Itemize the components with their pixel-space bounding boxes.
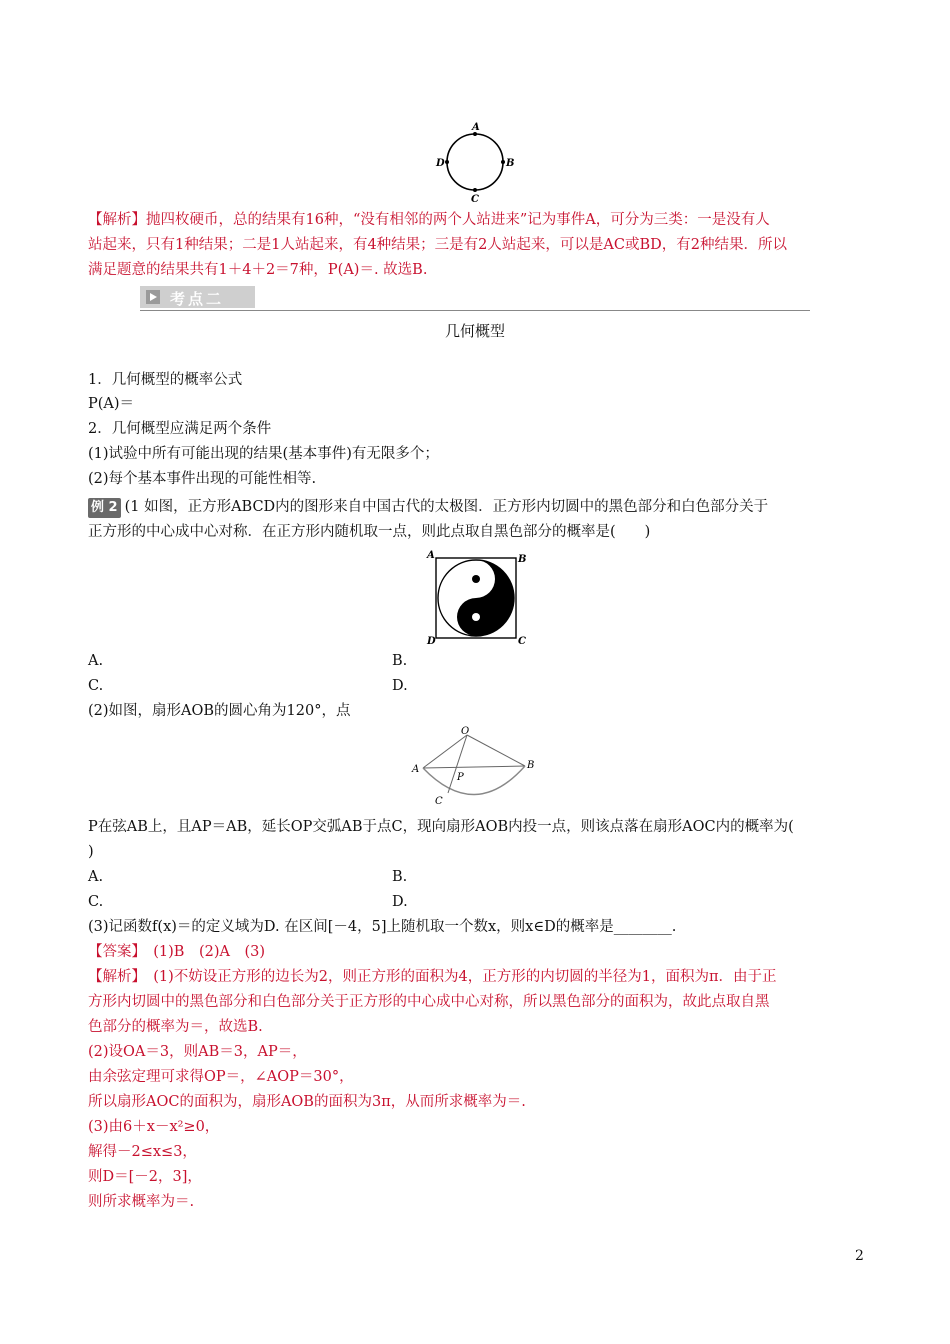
sector-label-a: A (412, 764, 420, 775)
play-arrow-icon (146, 290, 160, 304)
sector-label-o: O (461, 726, 470, 737)
intro-solution-line-2: 站起来，只有1种结果；二是1人站起来，有4种结果；三是有2人站起来，可以是AC或BD，有2种结果．所以 (88, 237, 787, 253)
analysis-line-1: 【解析】 (1)不妨设正方形的边长为2，则正方形的面积为4，正方形的内切圆的半径为1，面积为π．由于正 (88, 969, 777, 985)
sector-label-p: P (457, 772, 464, 783)
q2-option-c: C. (88, 894, 104, 910)
circle-label-c: C (471, 194, 479, 204)
example-q2-head: (2)如图，扇形AOB的圆心角为120°，点 (88, 703, 351, 719)
q2-option-a: A. (88, 869, 104, 885)
theory-line-4: (1)试验中所有可能出现的结果(基本事件)有无限多个； (88, 446, 439, 462)
taiji-label-d: D (427, 636, 436, 647)
taiji-label-c: C (518, 636, 526, 647)
example-q2-tail-2: ) (88, 844, 94, 860)
example-q2-tail-1: P在弦AB上，且AP＝AB，延长OP交弧AB于点C，现向扇形AOB内投一点，则该点落在扇形AOC内的概率为( (88, 819, 794, 835)
example-q1-text-1: (1 如图，正方形ABCD内的图形来自中国古代的太极图．正方形内切圆中的黑色部分和白色部分关于 (124, 499, 769, 515)
q2-option-d: D. (392, 894, 408, 910)
banner-label: 考点二 (170, 290, 225, 308)
theory-line-2: P(A)＝ (88, 396, 135, 412)
analysis-line-7: (3)由6＋x－x²≥0， (88, 1119, 220, 1135)
q1-option-d: D. (392, 678, 408, 694)
theory-line-3: 2．几何概型应满足两个条件 (88, 421, 272, 437)
intro-solution-line-1: 【解析】抛四枚硬币，总的结果有16种，“没有相邻的两个人站进来”记为事件A，可分为三类：一是没有人 (88, 212, 770, 228)
taiji-label-a: A (427, 550, 435, 561)
example-badge: 例 2 (88, 498, 121, 518)
example-q3: (3)记函数f(x)＝的定义域为D. 在区间[－4，5]上随机取一个数x，则x∈D的概率是________. (88, 919, 677, 935)
taiji-label-b: B (518, 554, 527, 565)
example-q1-line-2: 正方形的中心成中心对称．在正方形内随机取一点，则此点取自黑色部分的概率是( ) (88, 524, 651, 540)
answer-line: 【答案】 (1)B (2)A (3) (88, 944, 265, 960)
section-title: 几何概型 (444, 322, 505, 340)
analysis-line-3: 色部分的概率为＝，故选B. (88, 1019, 263, 1035)
circle-label-b: B (506, 158, 515, 169)
q2-option-b: B. (392, 869, 408, 885)
analysis-line-4: (2)设OA＝3，则AB＝3，AP＝， (88, 1044, 307, 1060)
theory-line-5: (2)每个基本事件出现的可能性相等. (88, 471, 317, 487)
theory-line-1: 1．几何概型的概率公式 (88, 372, 243, 388)
analysis-line-6: 所以扇形AOC的面积为，扇形AOB的面积为3π，从而所求概率为＝. (88, 1094, 526, 1110)
taiji-figure (424, 548, 528, 648)
sector-label-c: C (435, 796, 443, 807)
analysis-line-9: 则D＝[－2，3]， (88, 1169, 202, 1185)
example-q1-line-1 (88, 497, 768, 518)
q1-option-a: A. (88, 653, 104, 669)
sector-figure (405, 726, 545, 810)
analysis-line-5: 由余弦定理可求得OP＝，∠AOP＝30°， (88, 1069, 354, 1085)
page-number: 2 (855, 1248, 864, 1264)
circle-label-a: A (472, 122, 480, 133)
sector-label-b: B (527, 760, 535, 771)
q1-option-c: C. (88, 678, 104, 694)
circle-figure (430, 118, 520, 204)
analysis-line-2: 方形内切圆中的黑色部分和白色部分关于正方形的中心成中心对称，所以黑色部分的面积为，故此点取自黑 (88, 994, 770, 1010)
analysis-line-8: 解得－2≤x≤3， (88, 1144, 197, 1160)
circle-label-d: D (436, 158, 445, 169)
section-banner (140, 286, 810, 312)
intro-solution-line-3: 满足题意的结果共有1＋4＋2＝7种，P(A)＝. 故选B. (88, 262, 428, 278)
analysis-line-10: 则所求概率为＝. (88, 1194, 195, 1210)
q1-option-b: B. (392, 653, 408, 669)
